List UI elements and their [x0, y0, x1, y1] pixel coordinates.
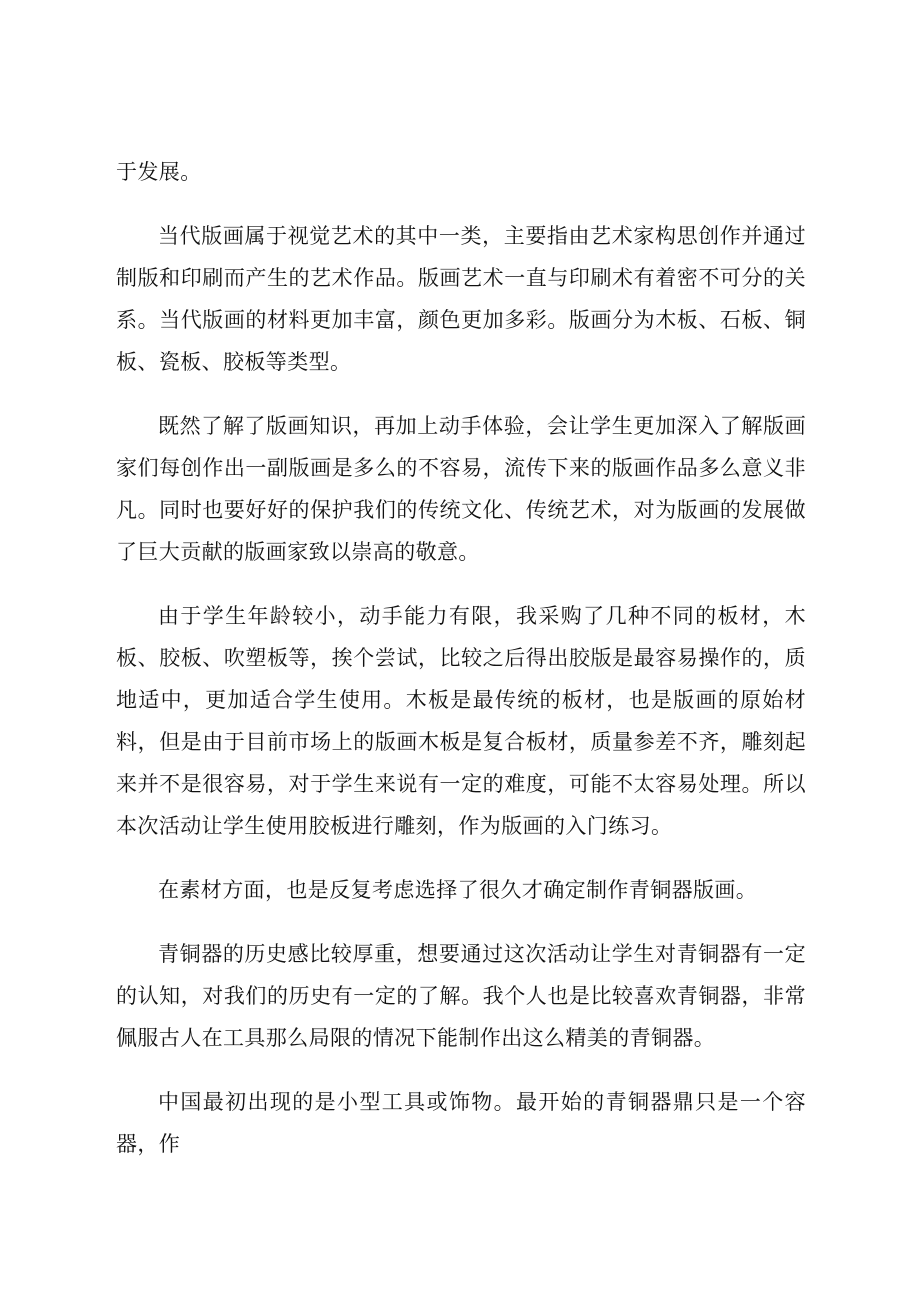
paragraph-bronze-origin: 中国最初出现的是小型工具或饰物。最开始的青铜器鼎只是一个容器，作: [116, 1090, 806, 1156]
paragraph-subject-choice: 在素材方面，也是反复考虑选择了很久才确定制作青铜器版画。: [158, 878, 758, 902]
paragraph-hands-on-experience: 既然了解了版画知识，再加上动手体验，会让学生更加深入了解版画家们每创作出一副版画是多么的不容易，流传下来的版画作品多么意义非凡。同时也要好好的保护我们的传统文化、传统艺术，对为版画的发展做了巨大贡献的版画家致以崇高的敬意。: [116, 414, 806, 564]
paragraph-bronze-history: 青铜器的历史感比较厚重，想要通过这次活动让学生对青铜器有一定的认知，对我们的历史有一定的了解。我个人也是比较喜欢青铜器，非常佩服古人在工具那么局限的情况下能制作出这么精美的青铜器。: [116, 942, 806, 1050]
paragraph-printmaking-definition: 当代版画属于视觉艺术的其中一类，主要指由艺术家构思创作并通过制版和印刷而产生的艺术作品。版画艺术一直与印刷术有着密不可分的关系。当代版画的材料更加丰富，颜色更加多彩。版画分为木板、石板、铜板、瓷板、胶板等类型。: [116, 224, 806, 374]
paragraph-continuation: 于发展。: [116, 160, 202, 184]
paragraph-board-materials: 由于学生年龄较小，动手能力有限，我采购了几种不同的板材，木板、胶板、吹塑板等，挨个尝试，比较之后得出胶版是最容易操作的，质地适中，更加适合学生使用。木板是最传统的板材，也是版画的原始材料，但是由于目前市场上的版画木板是复合板材，质量参差不齐，雕刻起来并不是很容易，对于学生来说有一定的难度，可能不太容易处理。所以本次活动让学生使用胶板进行雕刻，作为版画的入门练习。: [116, 604, 806, 838]
document-body: [116, 151, 806, 1165]
